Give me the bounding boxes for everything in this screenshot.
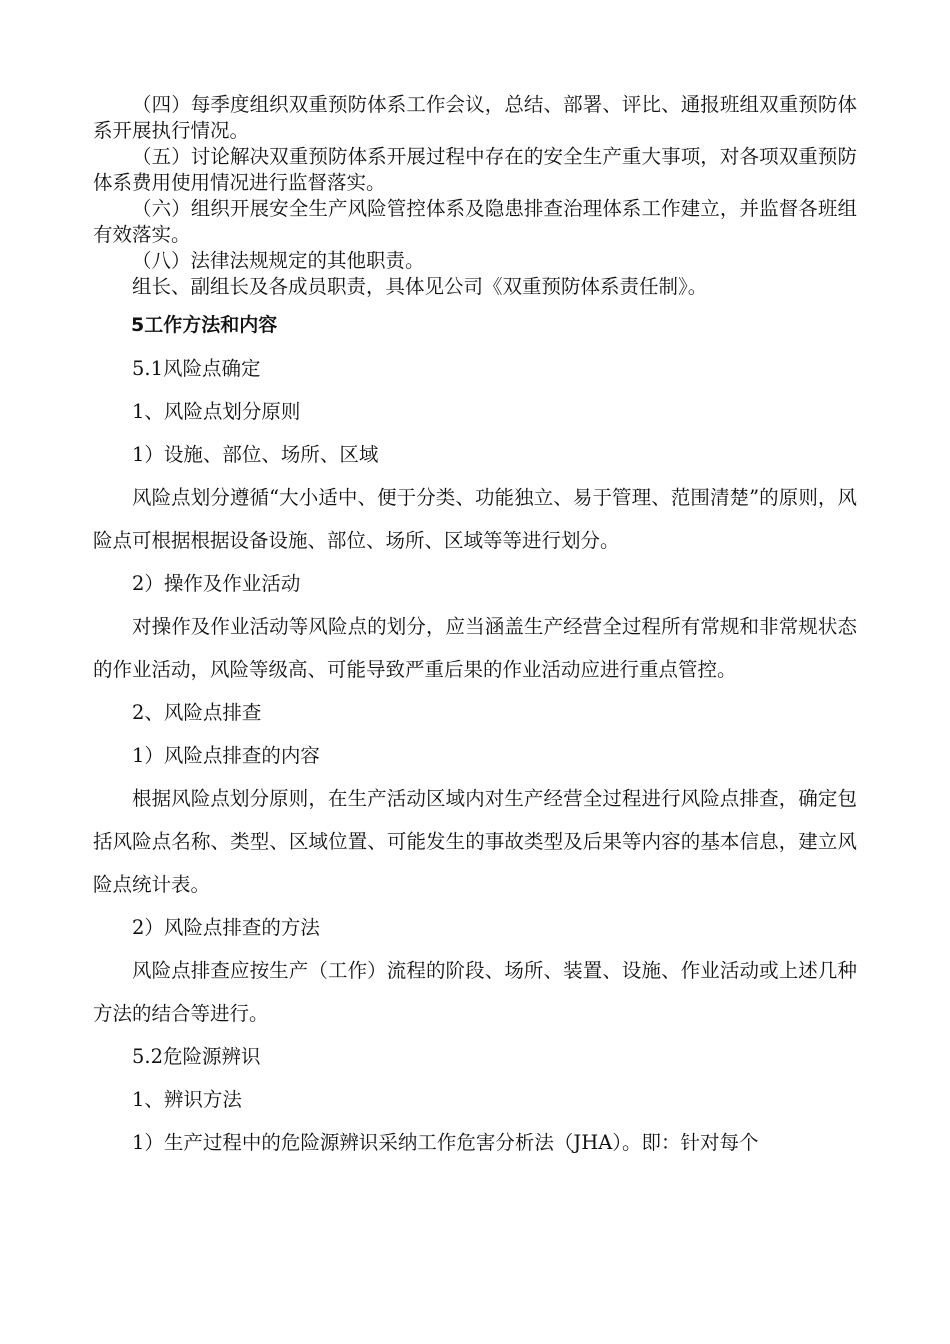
- section-5-1-title: 5.1风险点确定: [132, 357, 261, 380]
- document-page: [93, 92, 857, 1164]
- duty-item-5: （五）讨论解决双重预防体系开展过程中存在的安全生产重大事项，对各项双重预防体系费用使用情况进行监督落实。: [93, 145, 857, 194]
- duty-item-8: （八）法律法规规定的其他职责。: [132, 249, 425, 272]
- subitem-facilities: 1）设施、部位、场所、区域: [132, 443, 379, 466]
- section-5-2-title: 5.2危险源辨识: [132, 1045, 261, 1068]
- section-5-heading: 5工作方法和内容: [131, 314, 278, 336]
- duty-item-6: （六）组织开展安全生产风险管控体系及隐患排查治理体系工作建立，并监督各班组有效落实。: [93, 197, 857, 246]
- subitem-operations: 2）操作及作业活动: [132, 572, 301, 595]
- subitem-inspection-content: 1）风险点排查的内容: [132, 744, 320, 767]
- inspection-content-paragraph: 根据风险点划分原则，在生产活动区域内对生产经营全过程进行风险点排查，确定包括风险点名称、类型、区域位置、可能发生的事故类型及后果等内容的基本信息，建立风险点统计表。: [93, 787, 857, 896]
- division-principle-paragraph: 风险点划分遵循“大小适中、便于分类、功能独立、易于管理、范围清楚”的原则，风险点可根据根据设备设施、部位、场所、区域等等进行划分。: [93, 486, 857, 552]
- subitem-inspection-method: 2）风险点排查的方法: [132, 916, 320, 939]
- member-duties-note: 组长、副组长及各成员职责，具体见公司《双重预防体系责任制》。: [132, 275, 708, 298]
- operations-paragraph: 对操作及作业活动等风险点的划分，应当涵盖生产经营全过程所有常规和非常规状态的作业活动，风险等级高、可能导致严重后果的作业活动应进行重点管控。: [93, 615, 857, 681]
- inspection-method-paragraph: 风险点排查应按生产（工作）流程的阶段、场所、装置、设施、作业活动或上述几种方法的结合等进行。: [93, 959, 857, 1025]
- risk-point-inspection: 2、风险点排查: [132, 701, 262, 724]
- risk-point-division-principle: 1、风险点划分原则: [132, 400, 301, 423]
- identification-methods: 1、辨识方法: [132, 1088, 242, 1111]
- subitem-jha: 1）生产过程中的危险源辨识采纳工作危害分析法（JHA）。即：针对每个: [132, 1131, 759, 1154]
- duty-item-4: （四）每季度组织双重预防体系工作会议，总结、部署、评比、通报班组双重预防体系开展执行情况。: [93, 93, 857, 142]
